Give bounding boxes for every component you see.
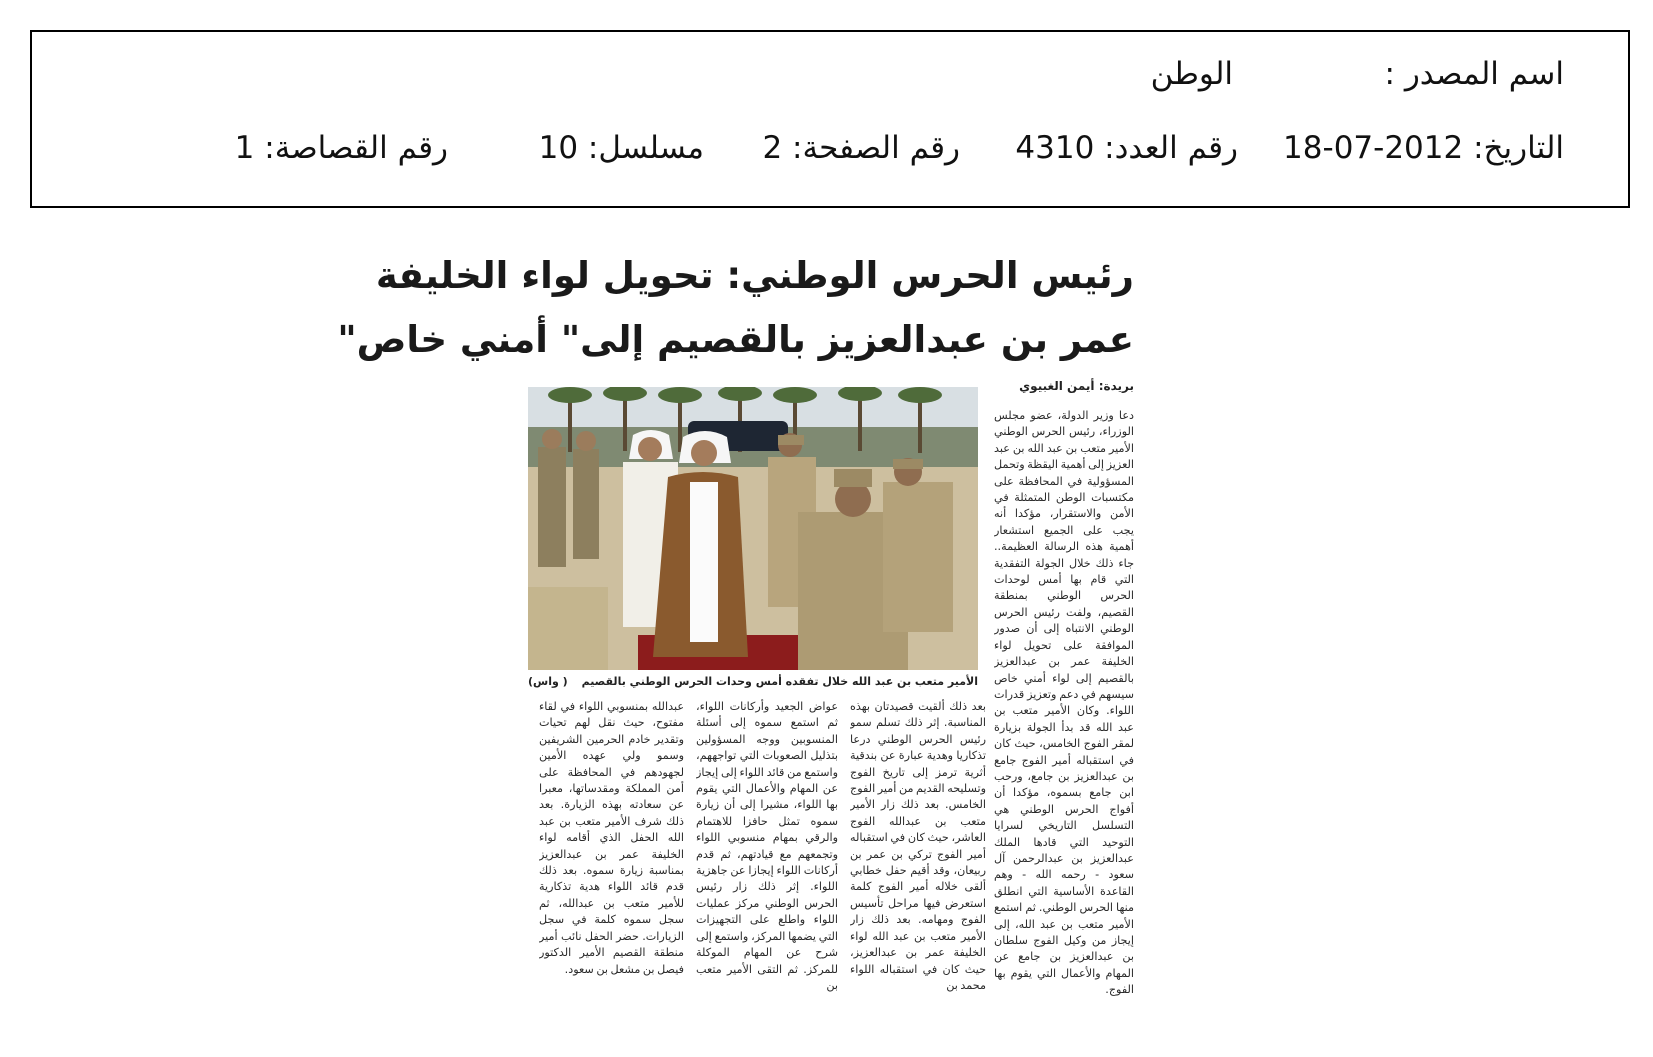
article-column-2: بعد ذلك ألقيت قصيدتان بهذه المناسبة. إثر ذلك تسلم سمو رئيس الحرس الوطني درعا تذكاريا وهدية عبارة عن بندقية أثرية ترمز إلى تاريخ الفوج وتسليحه القديم من أمير الفوج الخامس. بعد ذلك زار الأمير متعب بن عبدالله الفوج العاشر، حيث كان في استقباله أمير الفوج تركي بن عمر بن ربيعان، وقد أقيم حفل خطابي ألقى خلاله أمير الفوج كلمة استعرض فيها مراحل تأسيس الفوج ومهامه. بعد ذلك زار الأمير متعب بن عبد الله لواء الخليفة عمر بن عبدالعزيز، حيث كان في استقباله اللواء محمد بن (850, 700, 986, 992)
article-column-4: عبدالله بمنسوبي اللواء في لقاء مفتوح، حيث نقل لهم تحيات وتقدير خادم الحرمين الشريفين وسمو ولي عهده الأمين لجهودهم في المحافظة على أمن المملكة ومقدساتها، معبرا عن سعادته بهذه الزيارة. بعد ذلك شرف الأمير متعب بن عبد الله الحفل الذي أقامه لواء الخليفة عمر بن عبدالعزيز بمناسبة زيارة سموه. بعد ذلك قدم قائد اللواء هدية تذكارية للأمير متعب بن عبدالله، ثم سجل سموه كلمة في سجل الزيارات. حضر الحفل نائب أمير منطقة القصيم الأمير الدكتور فيصل بن مشعل بن سعود. (539, 700, 684, 976)
photo-illustration (528, 387, 978, 670)
source-value: الوطن (1150, 56, 1233, 92)
article-column-3: عواض الجعيد وأركانات اللواء، ثم استمع سموه إلى أسئلة المنسوبين ووجه المسؤولين بتذليل الصعوبات التي تواجههم، واستمع من قائد اللواء إلى إيجاز عن المهام والأعمال التي يقوم بها اللواء، مشيرا إلى أن زيارة سموه تمثل حافزا للاهتمام والرقي بمهام منسوبي اللواء وتجمعهم مع قيادتهم، ثم قدم أركانات اللواء إيجازا عن جاهزية اللواء. إثر ذلك زار رئيس الحرس الوطني مركز عمليات اللواء واطلع على التجهيزات التي يضمها المركز، واستمع إلى شرح عن المهام الموكلة للمركز. ثم التقى الأمير متعب بن (696, 700, 838, 992)
photo-credit: ( واس) (528, 675, 568, 688)
date-field: التاريخ: 2012-07-18 (1283, 130, 1564, 166)
article-photo (528, 387, 978, 670)
page-number: رقم الصفحة: 2 (762, 130, 960, 166)
source-label: اسم المصدر : (1384, 56, 1564, 92)
clipping-header (30, 30, 1630, 208)
serial-number: مسلسل: 10 (538, 130, 704, 166)
clip-number: رقم القصاصة: 1 (234, 130, 448, 166)
newspaper-clipping (337, 244, 1134, 1014)
article-headline (337, 244, 1134, 372)
photo-caption-row (528, 675, 978, 688)
headline-line-2: عمر بن عبدالعزيز بالقصيم إلى" أمني خاص" (337, 318, 1134, 361)
headline-line-1: رئيس الحرس الوطني: تحويل لواء الخليفة (375, 254, 1134, 297)
photo-caption: الأمير متعب بن عبد الله خلال تفقده أمس وحدات الحرس الوطني بالقصيم (581, 675, 978, 688)
article-column-1: دعا وزير الدولة، عضو مجلس الوزراء، رئيس الحرس الوطني الأمير متعب بن عبد الله بن عبد العزيز إلى أهمية اليقظة وتحمل المسؤولية في المحافظة على مكتسبات الوطن المتمثلة في الأمن والاستقرار، مؤكدا أنه يجب على الجميع استشعار أهمية هذه الرسالة العظيمة.. جاء ذلك خلال الجولة التفقدية التي قام بها أمس لوحدات الحرس الوطني بمنطقة القصيم، ولفت رئيس الحرس الوطني الانتباه إلى أن صدور الموافقة على تحويل لواء الخليفة عمر بن عبدالعزيز بالقصيم إلى لواء أمني خاص سيسهم في دعم وتعزيز قدرات اللواء. وكان الأمير متعب بن عبد الله قد بدأ الجولة بزيارة لمقر الفوج الخامس، حيث كان في استقباله أمير الفوج جامع بن عبدالعزيز بن جامع، ورحب ابن جامع بسموه، مؤكدا أن أفواج الحرس الوطني هي التسلسل التاريخي لسرايا التوحيد التي قادها الملك عبدالعزيز بن عبدالرحمن آل سعود - رحمه الله - وهم القاعدة الأساسية التي انطلق منها الحرس الوطني. ثم استمع الأمير متعب بن عبد الله، إلى إيجاز من وكيل الفوج سلطان بن عبدالعزيز بن جامع عن المهام والأعمال التي يقوم بها الفوج. (994, 409, 1134, 997)
byline: بريدة: أيمن الغبيوي (1019, 379, 1134, 393)
issue-number: رقم العدد: 4310 (1015, 130, 1238, 166)
